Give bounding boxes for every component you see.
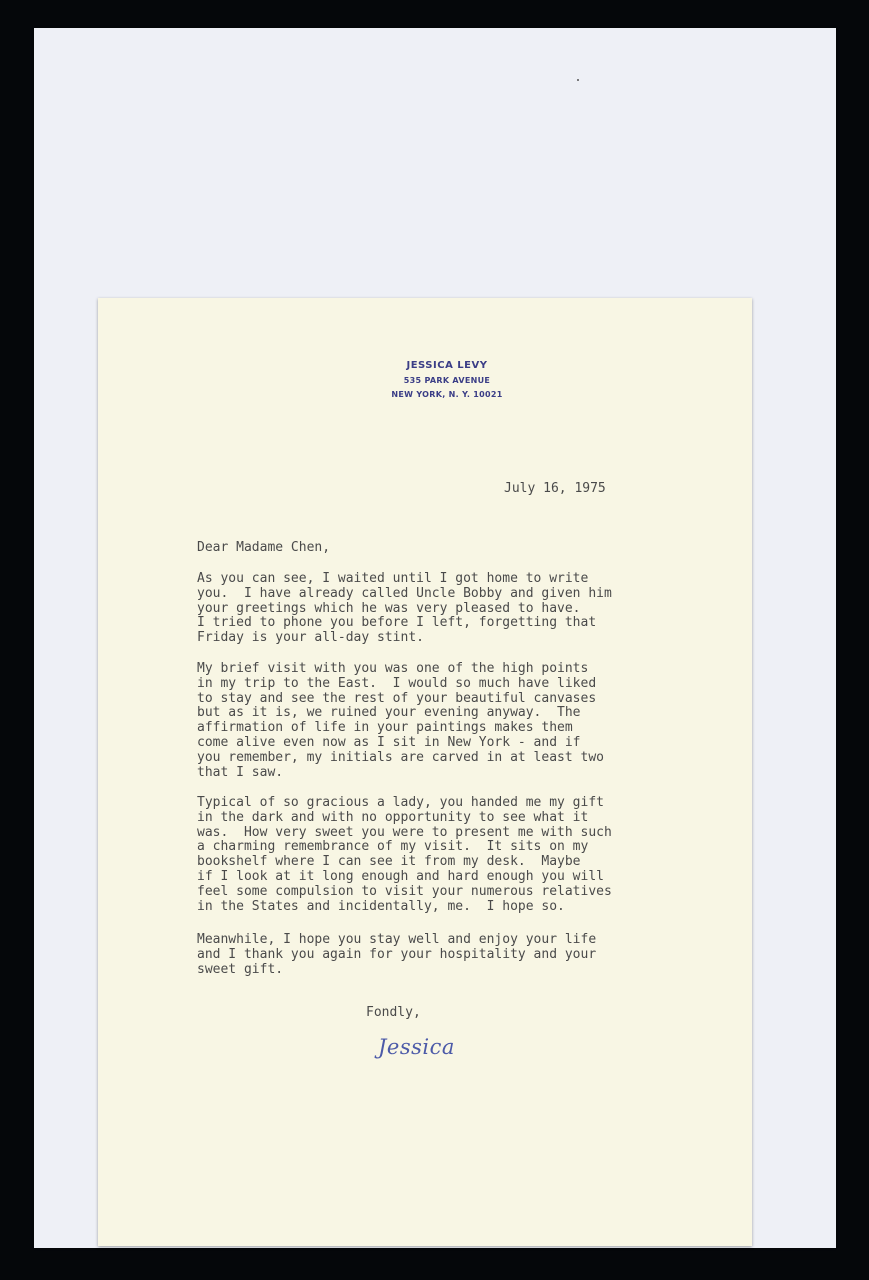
letter-date: July 16, 1975 xyxy=(504,481,606,496)
letterhead xyxy=(98,358,752,402)
letter-paragraph-3: Typical of so gracious a lady, you handed me my gift in the dark and with no opportunity to see what it was. How very sweet you were to present me with such a charming remembrance of my visit. It sits on my bookshelf where I can see it from my desk. Maybe if I look at it long enough and hard enough you will feel some compulsion to visit your numerous relatives in the States and incidentally, me. I hope so. xyxy=(197,795,612,914)
letterhead-name: JESSICA LEVY xyxy=(406,360,488,371)
dust-speck xyxy=(577,79,579,81)
letter-paragraph-2: My brief visit with you was one of the high points in my trip to the East. I would so much have liked to stay and see the rest of your beautiful canvases but as it is, we ruined your evening anyway. The affirmation of life in your paintings makes them come alive even now as I sit in New York - and if you remember, my initials are carved in at least two that I saw. xyxy=(197,661,604,780)
letter-closing: Fondly, xyxy=(366,1005,421,1020)
letter-paragraph-4: Meanwhile, I hope you stay well and enjoy your life and I thank you again for your hospitality and your sweet gift. xyxy=(197,932,597,977)
letterhead-address-line-1: 535 PARK AVENUE xyxy=(403,376,491,385)
letter-page xyxy=(98,298,752,1246)
letterhead-address-line-2: NEW YORK, N. Y. 10021 xyxy=(391,390,503,399)
handwritten-signature: Jessica xyxy=(378,1035,455,1059)
letter-paragraph-1: As you can see, I waited until I got home to write you. I have already called Uncle Bobby and given him your greetings which he was very pleased to have. I tried to phone you before I left, forgetting that Friday is your all-day stint. xyxy=(197,571,612,646)
letter-salutation: Dear Madame Chen, xyxy=(197,540,331,555)
